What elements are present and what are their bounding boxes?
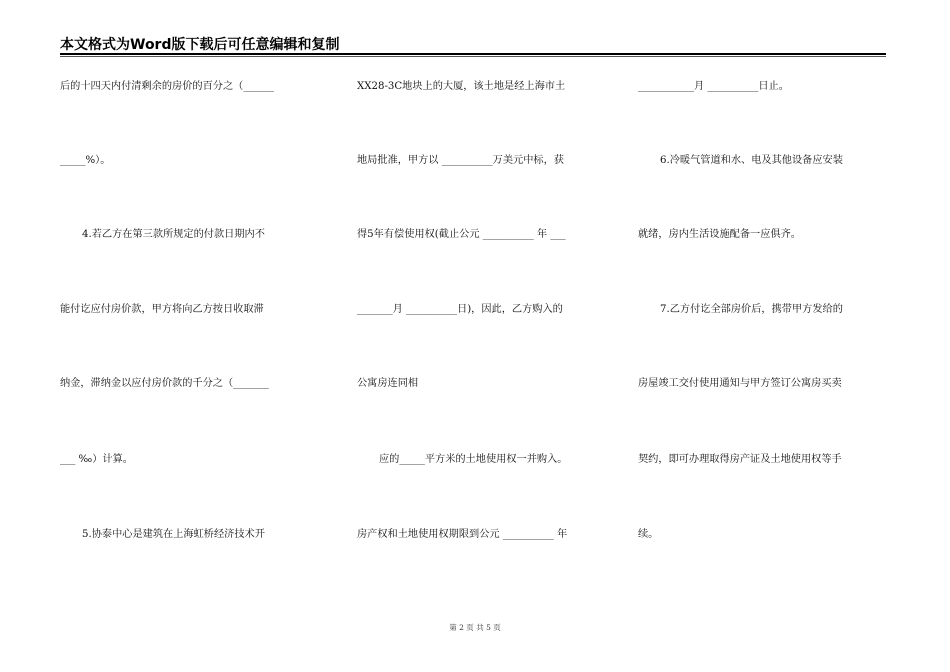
- paragraph-line: ___________月 __________日止。: [638, 81, 789, 92]
- text-column-2: [357, 0, 607, 672]
- paragraph-line: 房屋竣工交付使用通知与甲方签订公寓房买卖: [638, 378, 842, 389]
- paragraph-line: 5.协泰中心是建筑在上海虹桥经济技术开: [82, 529, 265, 540]
- paragraph-line: 7.乙方付讫全部房价后，携带甲方发给的: [660, 304, 843, 315]
- paragraph-line: 4.若乙方在第三款所规定的付款日期内不: [82, 229, 265, 240]
- paragraph-line: 纳金，滞纳金以应付房价款的千分之（_______: [60, 378, 269, 389]
- paragraph-line: 地局批准，甲方以 __________万美元中标，获: [357, 155, 564, 166]
- paragraph-line: 6.冷暖气管道和水、电及其他设备应安装: [660, 155, 843, 166]
- page-number: 第 2 页 共 5 页: [449, 623, 501, 632]
- paragraph-line: 能付讫应付房价款，甲方将向乙方按日收取滞: [60, 304, 264, 315]
- paragraph-line: 得5年有偿使用权(截止公元 __________ 年 ___: [357, 229, 566, 240]
- paragraph-line: 公寓房连同相: [357, 378, 419, 389]
- text-column-3: [638, 0, 888, 672]
- paragraph-line: _______月 __________日)，因此，乙方购入的: [357, 304, 563, 315]
- paragraph-line: 后的十四天内付清剩余的房价的百分之（______: [60, 81, 274, 92]
- paragraph-line: ___ ‰）计算。: [60, 454, 133, 465]
- paragraph-line: 契约，即可办理取得房产证及土地使用权等手: [638, 454, 842, 465]
- paragraph-line: _____%）。: [60, 155, 111, 166]
- paragraph-line: 续。: [638, 529, 659, 540]
- paragraph-line: XX28-3C地块上的大厦，该土地是经上海市土: [357, 81, 566, 92]
- paragraph-line: 房产权和土地使用权期限到公元 __________ 年: [357, 529, 568, 540]
- paragraph-line: 应的_____平方米的土地使用权一并购入。: [379, 454, 568, 465]
- text-column-1: [60, 0, 310, 672]
- paragraph-line: 就绪，房内生活设施配备一应俱齐。: [638, 229, 801, 240]
- header-title: 本文格式为Word版下载后可任意编辑和复制: [60, 37, 340, 53]
